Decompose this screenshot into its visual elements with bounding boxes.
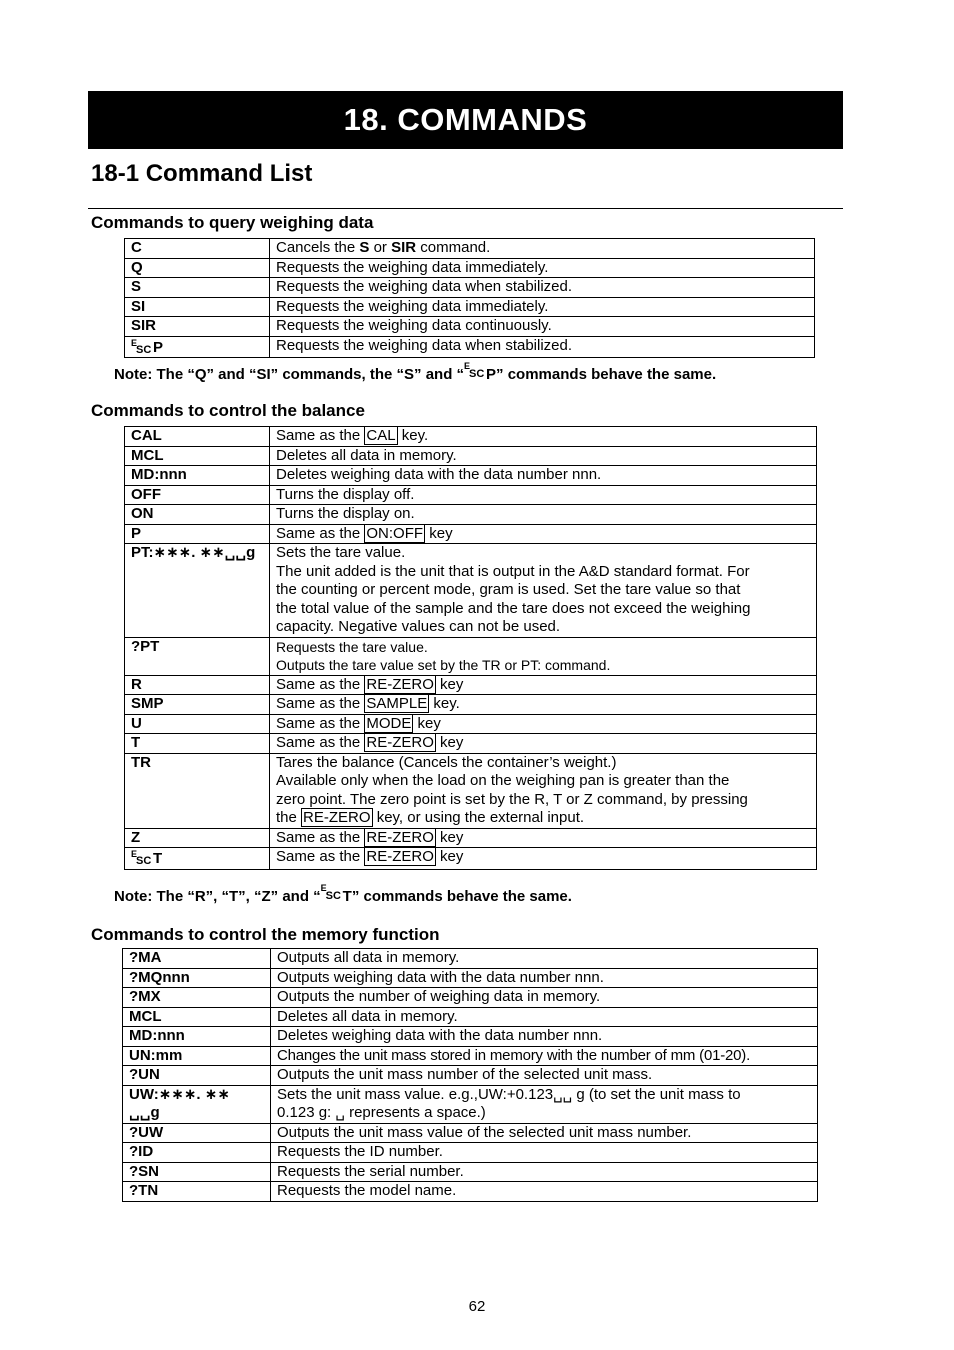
command-cell: R — [125, 675, 270, 695]
key-label: MODE — [366, 714, 412, 732]
table-row — [125, 427, 817, 447]
command-cell: ?MQnnn — [123, 968, 271, 988]
command-cell: P — [125, 524, 270, 544]
command-cell: Z — [125, 828, 270, 848]
table-row — [125, 336, 815, 358]
description-cell: Same as the MODE key — [270, 714, 817, 734]
command-cell: SIR — [125, 317, 270, 337]
command-cell: ?SN — [123, 1162, 271, 1182]
table-row — [123, 968, 818, 988]
escape-symbol: E SC — [464, 361, 485, 380]
table-row — [125, 239, 815, 259]
description-cell: Deletes all data in memory. — [270, 446, 817, 466]
description-cell: Same as the RE-ZERO key — [270, 675, 817, 695]
table-row — [123, 1123, 818, 1143]
key-label: RE-ZERO — [303, 809, 371, 826]
table-row — [125, 714, 817, 734]
key-label: RE-ZERO — [366, 734, 434, 751]
control-heading: Commands to control the balance — [91, 401, 365, 420]
table-row — [125, 446, 817, 466]
description-cell: Tares the balance (Cancels the container’s weight.) Available only when the load on the weighing pan is greater than the zero point. The zero point is set by the R, T or Z command, by pressing the RE-ZERO key, or using the external input. — [270, 753, 817, 828]
description-cell: Same as the RE-ZERO key — [270, 828, 817, 848]
table-row — [125, 828, 817, 848]
command-cell: CAL — [125, 427, 270, 447]
command-cell: ON — [125, 505, 270, 525]
command-cell: MCL — [123, 1007, 271, 1027]
table-row — [125, 675, 817, 695]
command-cell: UW:∗∗∗. ∗∗ ␣␣g — [123, 1085, 271, 1123]
table-row — [123, 949, 818, 969]
description-cell: Requests the serial number. — [271, 1162, 818, 1182]
command-cell: ?MA — [123, 949, 271, 969]
table-row — [125, 544, 817, 638]
section-title: 18-1 Command List — [91, 160, 313, 187]
command-cell: ?MX — [123, 988, 271, 1008]
description-cell: Requests the weighing data immediately. — [270, 258, 815, 278]
command-cell: SI — [125, 297, 270, 317]
description-cell: Turns the display off. — [270, 485, 817, 505]
command-cell: U — [125, 714, 270, 734]
table-row — [125, 848, 817, 870]
table-row — [125, 695, 817, 715]
table-row — [123, 1182, 818, 1202]
description-cell: Outputs all data in memory. — [271, 949, 818, 969]
description-cell: Outputs the number of weighing data in memory. — [271, 988, 818, 1008]
description-cell: Deletes weighing data with the data number nnn. — [271, 1027, 818, 1047]
table-row — [125, 258, 815, 278]
command-cell: S — [125, 278, 270, 298]
description-cell: Requests the ID number. — [271, 1143, 818, 1163]
table-row — [125, 485, 817, 505]
table-row — [123, 1066, 818, 1086]
table-row — [123, 988, 818, 1008]
table-row — [125, 278, 815, 298]
table-row — [125, 524, 817, 544]
table-row — [123, 1046, 818, 1066]
section-divider — [88, 208, 843, 209]
key-label: CAL — [366, 427, 396, 444]
memory-command-table — [122, 948, 818, 1202]
description-cell: Outputs weighing data with the data number nnn. — [271, 968, 818, 988]
command-cell: UN:mm — [123, 1046, 271, 1066]
description-cell: Same as the ON:OFF key — [270, 524, 817, 544]
description-cell: Requests the weighing data continuously. — [270, 317, 815, 337]
command-cell: SMP — [125, 695, 270, 715]
description-cell: Sets the tare value. The unit added is the unit that is output in the A&D standard format. For the counting or percent mode, gram is used. Set the tare value so that the total value of the sample and the tare does not exceed the weighing capacity. Negative values can not be used. — [270, 544, 817, 638]
command-cell: MD:nnn — [123, 1027, 271, 1047]
table-row — [123, 1162, 818, 1182]
table-row — [125, 466, 817, 486]
description-cell: Changes the unit mass stored in memory with the number of mm (01-20). — [271, 1046, 818, 1066]
table-row — [123, 1027, 818, 1047]
description-cell: Same as the SAMPLE key. — [270, 695, 817, 715]
description-cell: Deletes weighing data with the data number nnn. — [270, 466, 817, 486]
command-cell: E SC T — [125, 848, 270, 870]
table-row — [123, 1143, 818, 1163]
command-cell: MD:nnn — [125, 466, 270, 486]
command-cell: TR — [125, 753, 270, 828]
command-cell: T — [125, 734, 270, 754]
command-cell: Q — [125, 258, 270, 278]
key-label: RE-ZERO — [366, 828, 434, 846]
command-cell: E SC P — [125, 336, 270, 358]
table-row — [125, 753, 817, 828]
command-cell: PT:∗∗∗. ∗∗␣␣g — [125, 544, 270, 638]
chapter-title: 18. COMMANDS — [88, 91, 843, 149]
page-number: 62 — [468, 1298, 486, 1315]
table-row — [123, 1007, 818, 1027]
table-row — [125, 317, 815, 337]
table-row — [125, 297, 815, 317]
description-cell: Sets the unit mass value. e.g.,UW:+0.123␣␣ g (to set the unit mass to 0.123 g: ␣ represents a space.) — [271, 1085, 818, 1123]
key-label: SAMPLE — [366, 695, 428, 712]
escape-symbol: E SC — [131, 337, 152, 356]
description-cell: Same as the RE-ZERO key — [270, 848, 817, 870]
escape-symbol: E SC — [131, 849, 152, 867]
description-cell: Requests the model name. — [271, 1182, 818, 1202]
table-row — [125, 734, 817, 754]
command-cell: C — [125, 239, 270, 259]
query-command-table — [124, 238, 815, 358]
description-cell: Outputs the unit mass value of the selected unit mass number. — [271, 1123, 818, 1143]
key-label: RE-ZERO — [366, 848, 434, 865]
memory-heading: Commands to control the memory function — [91, 925, 440, 944]
command-cell: ?PT — [125, 637, 270, 675]
key-label: ON:OFF — [366, 524, 424, 542]
description-cell: Deletes all data in memory. — [271, 1007, 818, 1027]
command-cell: OFF — [125, 485, 270, 505]
command-cell: ?TN — [123, 1182, 271, 1202]
description-cell: Requests the weighing data immediately. — [270, 297, 815, 317]
description-cell: Same as the RE-ZERO key — [270, 734, 817, 754]
command-cell: ?UN — [123, 1066, 271, 1086]
description-cell: Requests the weighing data when stabilized. — [270, 278, 815, 298]
table-row — [125, 505, 817, 525]
control-command-table — [124, 426, 817, 870]
description-cell: Outputs the unit mass number of the selected unit mass. — [271, 1066, 818, 1086]
description-cell: Requests the tare value. Outputs the tare value set by the TR or PT: command. — [270, 637, 817, 675]
escape-symbol: E SC — [320, 883, 341, 902]
control-note: Note: The “R”, “T”, “Z” and “ E SC T” commands behave the same. — [114, 883, 572, 905]
command-cell: ?UW — [123, 1123, 271, 1143]
description-cell: Requests the weighing data when stabilized. — [270, 336, 815, 358]
description-cell: Cancels the S or SIR command. — [270, 239, 815, 259]
command-cell: MCL — [125, 446, 270, 466]
table-row — [125, 637, 817, 675]
description-cell: Turns the display on. — [270, 505, 817, 525]
query-heading: Commands to query weighing data — [91, 213, 374, 232]
description-cell: Same as the CAL key. — [270, 427, 817, 447]
query-note: Note: The “Q” and “SI” commands, the “S” and “ E SC P” commands behave the same. — [114, 361, 717, 383]
key-label: RE-ZERO — [366, 675, 434, 693]
command-cell: ?ID — [123, 1143, 271, 1163]
table-row — [123, 1085, 818, 1123]
